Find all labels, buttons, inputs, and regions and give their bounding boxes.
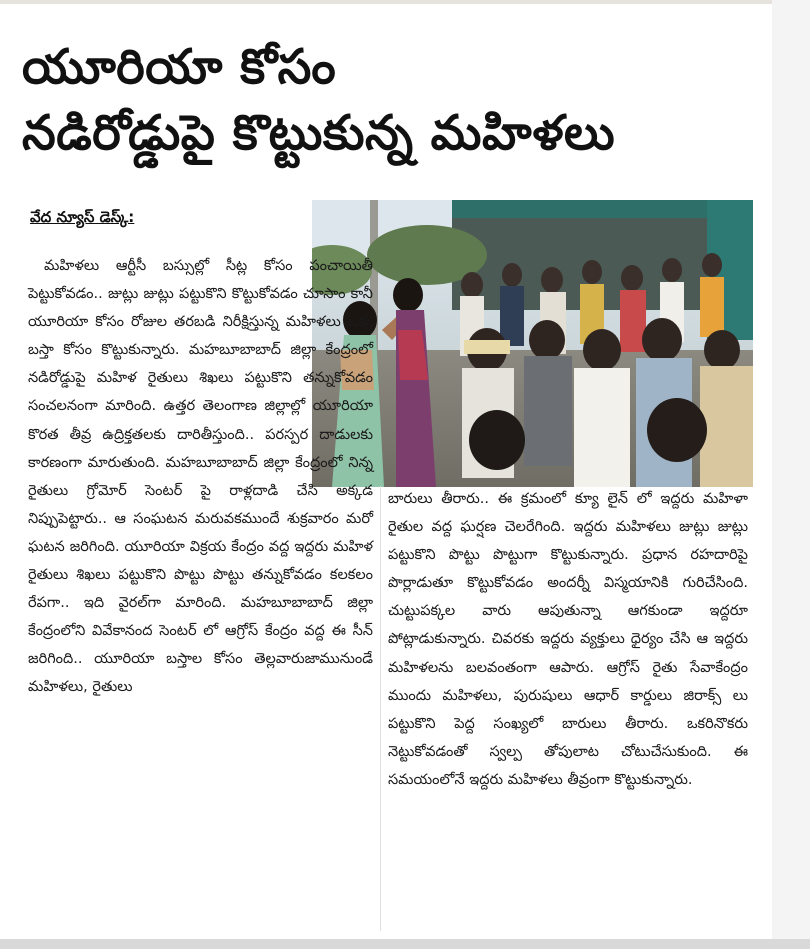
headline-line-2: నడిరోడ్డుపై కొట్టుకున్న మహిళలు (22, 105, 616, 161)
headline-line-1: యూరియా కోసం (22, 39, 337, 95)
article-paragraph-right: బారులు తీరారు.. ఈ క్రమంలో క్యూ లైన్ లో ఇద్దరు మహిళా రైతుల వద్ద ఘర్షణ చెలరేగింది. ఇద్దరు మహిళలు జుట్లు జుట్లు పట్టుకొని పొట్టు పొట్టుగా కొట్టుకున్నారు. ప్రధాన రహదారిపై పొర్లాడుతూ కొట్టుకోవడం అందర్నీ విస్మయానికి గురిచేసింది. చుట్టుపక్కల వారు ఆపుతున్నా ఆగకుండా ఇద్దరూ పోట్లాడుకున్నారు. చివరకు ఇద్దరు వ్యక్తులు ధైర్యం చేసి ఆ ఇద్దరు మహిళలను బలవంతంగా ఆపారు. ఆగ్రోస్ రైతు సేవాకేంద్రం ముందు మహిళలు, పురుషులు ఆధార్ కార్డులు జిరాక్స్ లు పట్టుకొని పెద్ద సంఖ్యలో బారులు తీరారు. ఒకరినొకరు నెట్టుకోవడంతో స్వల్ప తోపులాట చోటుచేసుకుంది. ఈ సమయంలోనే ఇద్దరు మహిళలు తీవ్రంగా కొట్టుకున్నారు. (388, 491, 748, 788)
crowd-photo-illustration (312, 200, 753, 487)
article-column-right (388, 485, 748, 794)
top-rule (0, 0, 810, 4)
byline: వేద న్యూస్ డెస్క్: (30, 208, 135, 226)
column-divider (380, 486, 381, 931)
article-column-left (28, 252, 373, 702)
news-photo (312, 200, 753, 487)
article-paragraph-left: మహిళలు ఆర్టీసీ బస్సుల్లో సీట్ల కోసం పంచాయితీ పెట్టుకోవడం.. జుట్లు జుట్లు పట్టుకొని కొట్టుకోవడం చూసాం కానీ యూరియా కోసం రోజుల తరబడి నిరీక్షిస్తున్న మహిళలు ఒక్క బస్తా కోసం కొట్టుకున్నారు. మహబూబాబాద్ జిల్లా కేంద్రంలో నడిరోడ్డుపై మహిళ రైతులు శిఖలు పట్టుకొని తన్నుకోవడం సంచలనంగా మారింది. ఉత్తర తెలంగాణ జిల్లాల్లో యూరియా కొరత తీవ్ర ఉద్రిక్తతలకు దారితీస్తుంది.. పరస్పర దాడులకు కారణంగా మారుతుంది. మహబూబాబాద్ జిల్లా కేంద్రంలో నిన్న రైతులు గ్రోమోర్ సెంటర్ పై రాళ్లదాడి చేసి అక్కడ నిప్పుపెట్టారు.. ఆ సంఘటన మరువకముందే శుక్రవారం మరో ఘటన జరిగింది. యూరియా విక్రయ కేంద్రం వద్ద ఇద్దరు మహిళ రైతులు శిఖలు పట్టుకొని పొట్టు పొట్టు తన్నుకోవడం కలకలం రేపగా.. ఇది వైరల్‌గా మారింది. మహబూబాబాద్ జిల్లా కేంద్రంలోని వివేకానంద సెంటర్ లో ఆగ్రోస్ కేంద్రం వద్ద ఈ సీన్ జరిగింది.. యూరియా బస్తాల కోసం తెల్లవారుజామునుండే మహిళలు, రైతులు (28, 258, 373, 696)
headline (22, 34, 762, 166)
page-edge-right (772, 0, 810, 949)
page-edge-bottom (0, 939, 810, 949)
